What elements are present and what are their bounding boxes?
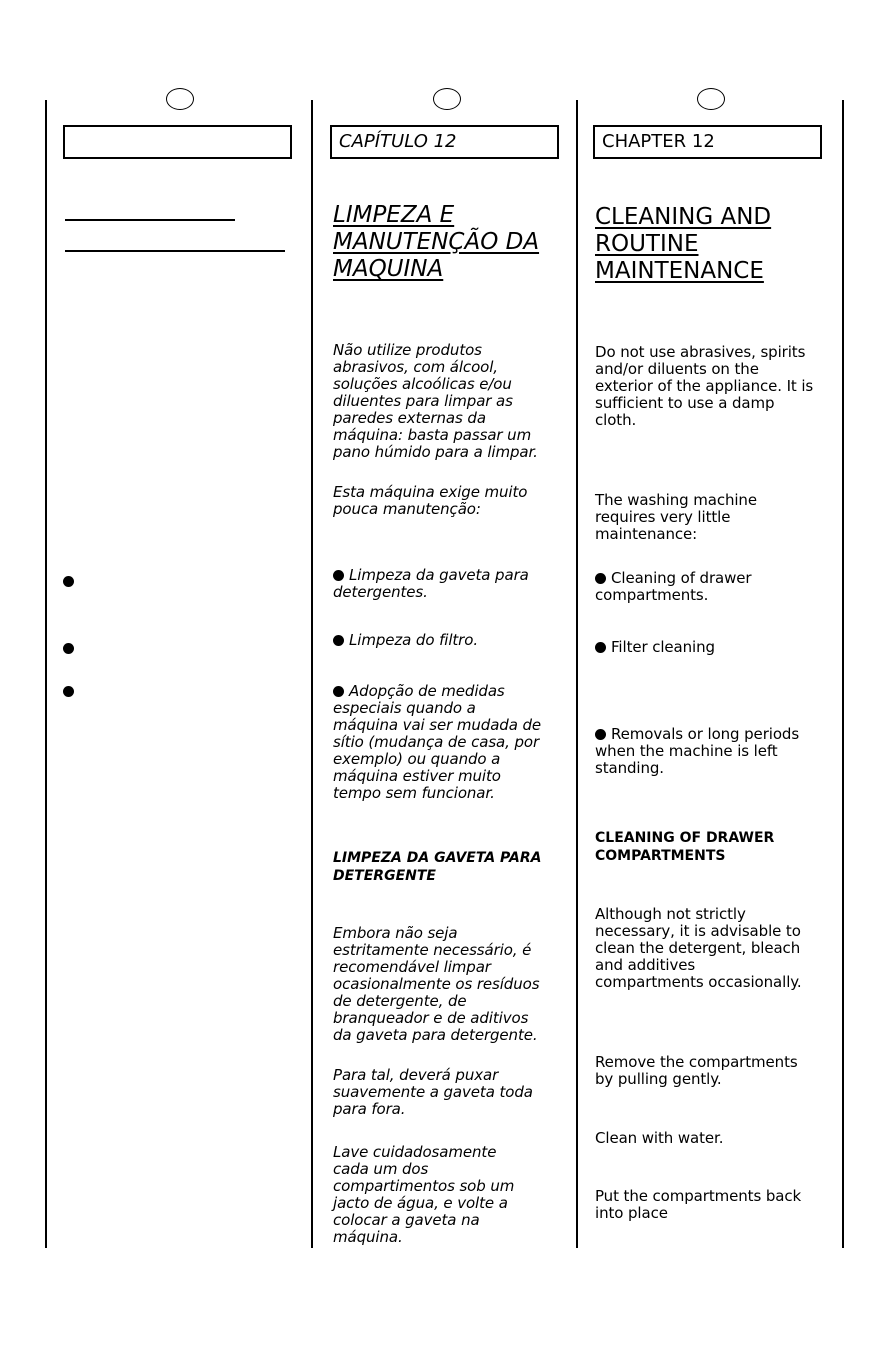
maintenance-english: The washing machine requires very little maintenance: [595,491,757,543]
chapter-box-left [63,125,292,159]
column-rule-2 [311,100,313,1248]
bullet-icon [333,686,344,697]
subheading-portuguese: LIMPEZA DA GAVETA PARA DETERGENTE [333,850,542,884]
bullet3-english: Removals or long periods when the machine is left standing. [595,725,800,777]
column-rule-3 [576,100,578,1248]
chapter-box-portuguese [330,125,559,159]
bullet-dot-1 [63,576,74,587]
clean-text-english: Clean with water. [595,1129,724,1147]
chapter-box-english [593,125,822,159]
bullet3-portuguese: Adopção de medidas especiais quando a máquina vai ser mudada de sítio (mudança de casa, por exemplo) ou quando a máquina estiver muito tempo sem funcionar. [333,682,542,802]
bullet-icon [595,729,606,740]
bullet-icon [333,635,344,646]
pull-text-portuguese: Para tal, deverá puxar suavemente a gaveta toda para fora. [333,1066,533,1118]
intro-english: Do not use abrasives, spirits and/or diluents on the exterior of the appliance. It is sufficient to use a damp cloth. [595,343,814,429]
bullet1-portuguese: Limpeza da gaveta para detergentes. [333,566,529,601]
chapter-label-english: CHAPTER 12 [602,131,715,152]
bullet-icon [595,573,606,584]
bullet-dot-3 [63,686,74,697]
bullet1-english: Cleaning of drawer compartments. [595,569,752,604]
maintenance-portuguese: Esta máquina exige muito pouca manutenção: [333,483,528,518]
chapter-label-portuguese: CAPÍTULO 12 [339,131,457,152]
blank-heading-line-1 [65,219,235,221]
subheading-english: CLEANING OF DRAWER COMPARTMENTS [595,830,775,864]
bullet-icon [333,570,344,581]
language-circle-left [166,88,194,110]
drawer-text-english: Although not strictly necessary, it is advisable to clean the detergent, bleach and additives compartments occasionally. [595,905,802,991]
wash-text-portuguese: Lave cuidadosamente cada um dos compartimentos sob um jacto de água, e volte a colocar a gaveta na máquina. [333,1143,515,1246]
column-rule-4 [842,100,844,1248]
bullet-dot-2 [63,643,74,654]
bullet-icon [595,642,606,653]
bullet2-english: Filter cleaning [595,639,835,656]
drawer-text-portuguese: Embora não seja estritamente necessário, é recomendável limpar ocasionalmente os resíduos de detergente, de branqueador e de aditivos da gaveta para detergente. [333,924,540,1044]
language-circle-portuguese [433,88,461,110]
bullet2-portuguese: Limpeza do filtro. [333,632,573,649]
heading-portuguese: LIMPEZA E MANUTENÇÃO DA MAQUINA [333,202,540,282]
intro-portuguese: Não utilize produtos abrasivos, com álcool, soluções alcoólicas e/ou diluentes para limpar as paredes externas da máquina: basta passar um pano húmido para a limpar. [333,341,538,461]
remove-text-english: Remove the compartments by pulling gently. [595,1053,798,1088]
blank-heading-line-2 [65,250,285,252]
put-text-english: Put the compartments back into place [595,1187,802,1222]
language-circle-english [697,88,725,110]
column-rule-1 [45,100,47,1248]
heading-english: CLEANING AND ROUTINE MAINTENANCE [595,204,772,284]
